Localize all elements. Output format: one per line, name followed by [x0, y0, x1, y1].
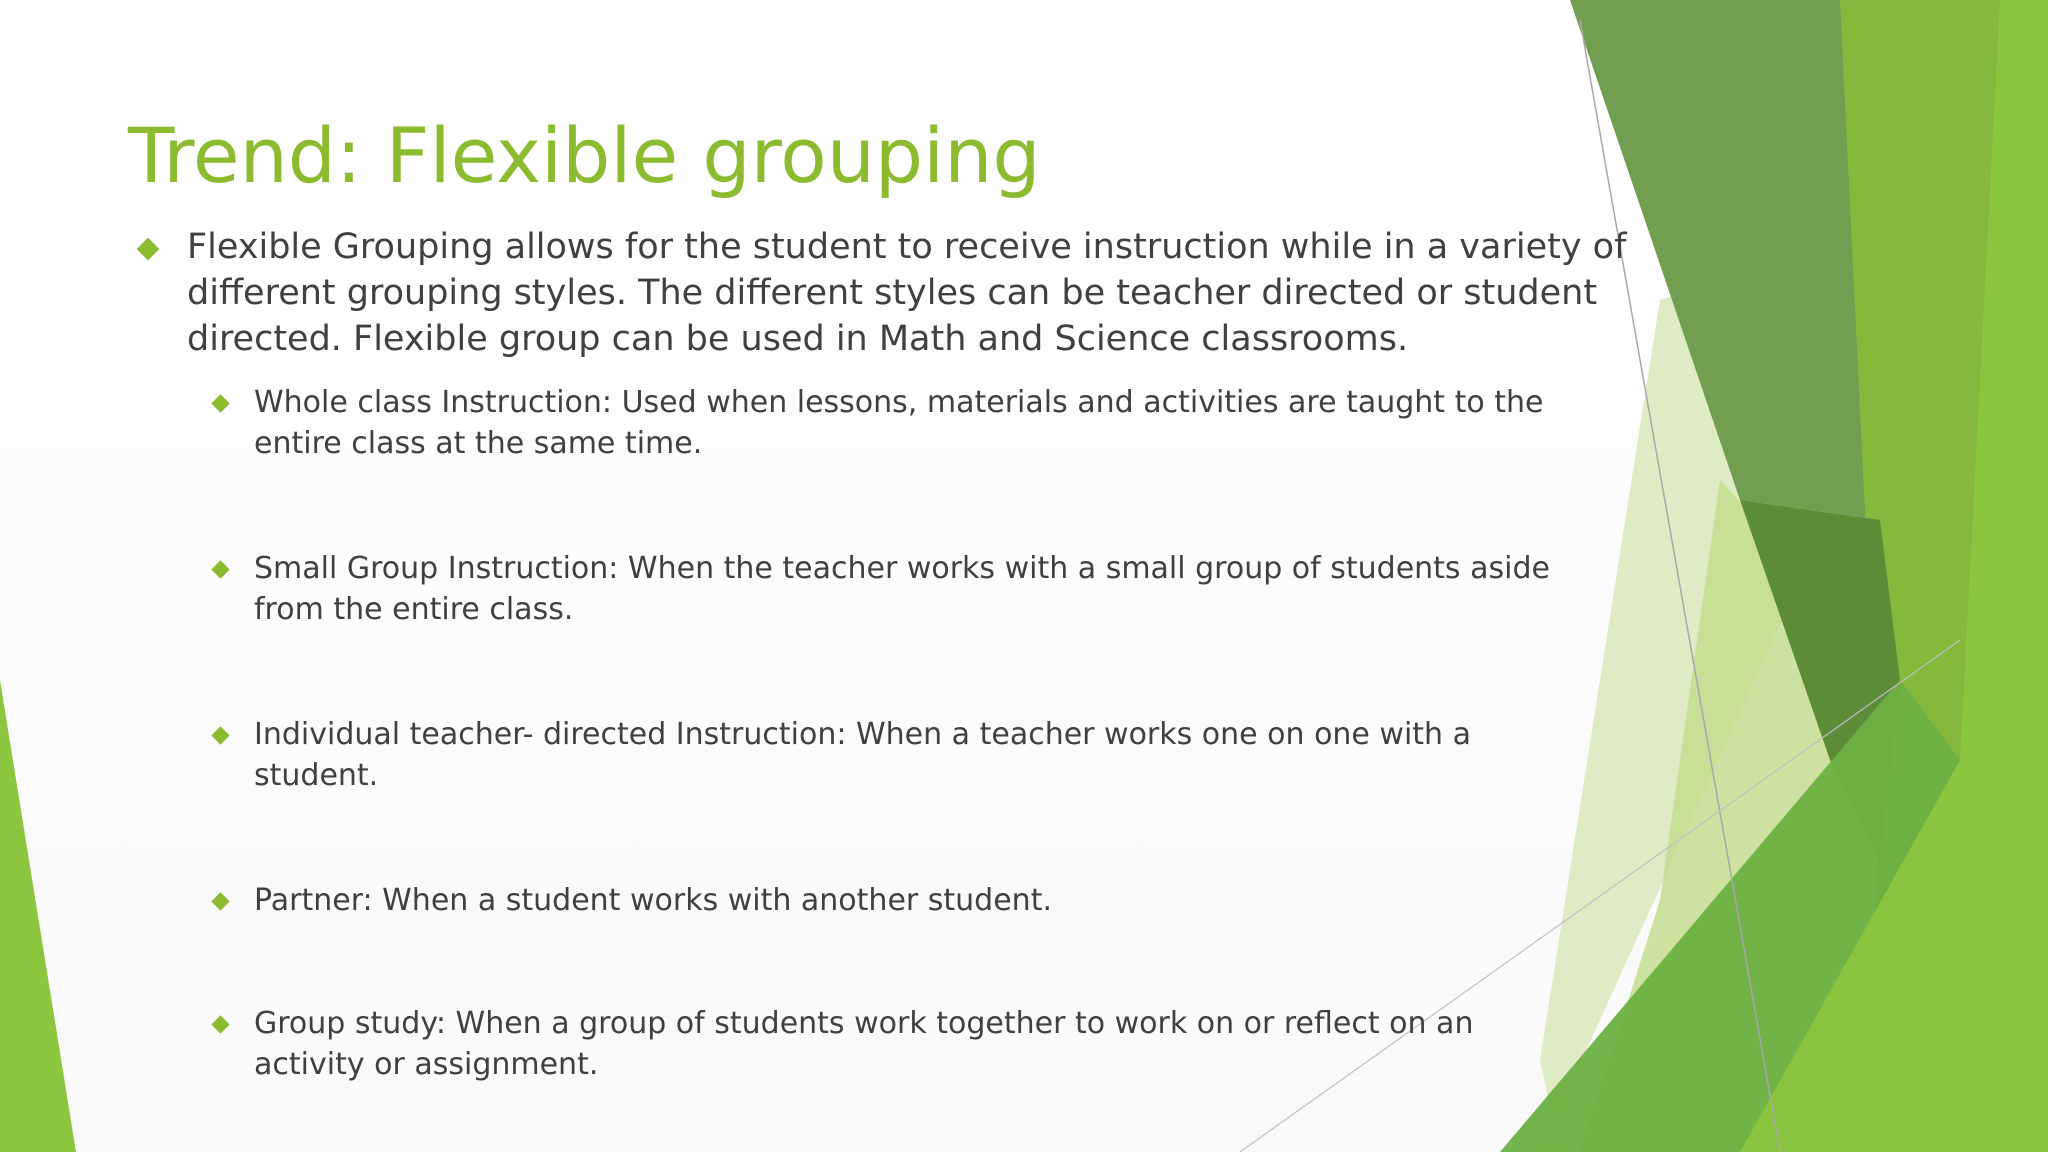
- list-item: [254, 548, 1734, 630]
- main-bullet-text: Flexible Grouping allows for the student to receive instruction while in a variety of different grouping styles. The different styles can be teacher directed or student directed. Flexible group can be used in Math and Science classrooms.: [187, 227, 1627, 359]
- main-bullet: [130, 224, 1630, 362]
- list-item-line-1: Small Group Instruction: When the teacher works with a small group of students aside: [254, 551, 1550, 586]
- list-item: [254, 382, 1734, 464]
- list-item-line-1: Individual teacher- directed Instruction: When a teacher works one on one with a: [254, 717, 1471, 752]
- list-item: [254, 880, 1734, 921]
- slide-content: [130, 224, 1630, 362]
- diamond-bullet-icon: [137, 238, 160, 261]
- list-item-line-1: Whole class Instruction: Used when lessons, materials and activities are taught to the: [254, 385, 1544, 420]
- slide-title: Trend: Flexible grouping: [128, 111, 1041, 200]
- list-item: [254, 1003, 1734, 1085]
- list-item-line-2: student.: [254, 758, 379, 793]
- list-item-line-2: activity or assignment.: [254, 1047, 599, 1082]
- list-item: [254, 714, 1734, 796]
- list-item-line-1: Partner: When a student works with another student.: [254, 883, 1052, 918]
- list-item-line-2: from the entire class.: [254, 592, 574, 627]
- left-green-shape: [0, 680, 76, 1152]
- list-item-line-2: entire class at the same time.: [254, 426, 703, 461]
- list-item-line-1: Group study: When a group of students work together to work on or reflect on an: [254, 1006, 1474, 1041]
